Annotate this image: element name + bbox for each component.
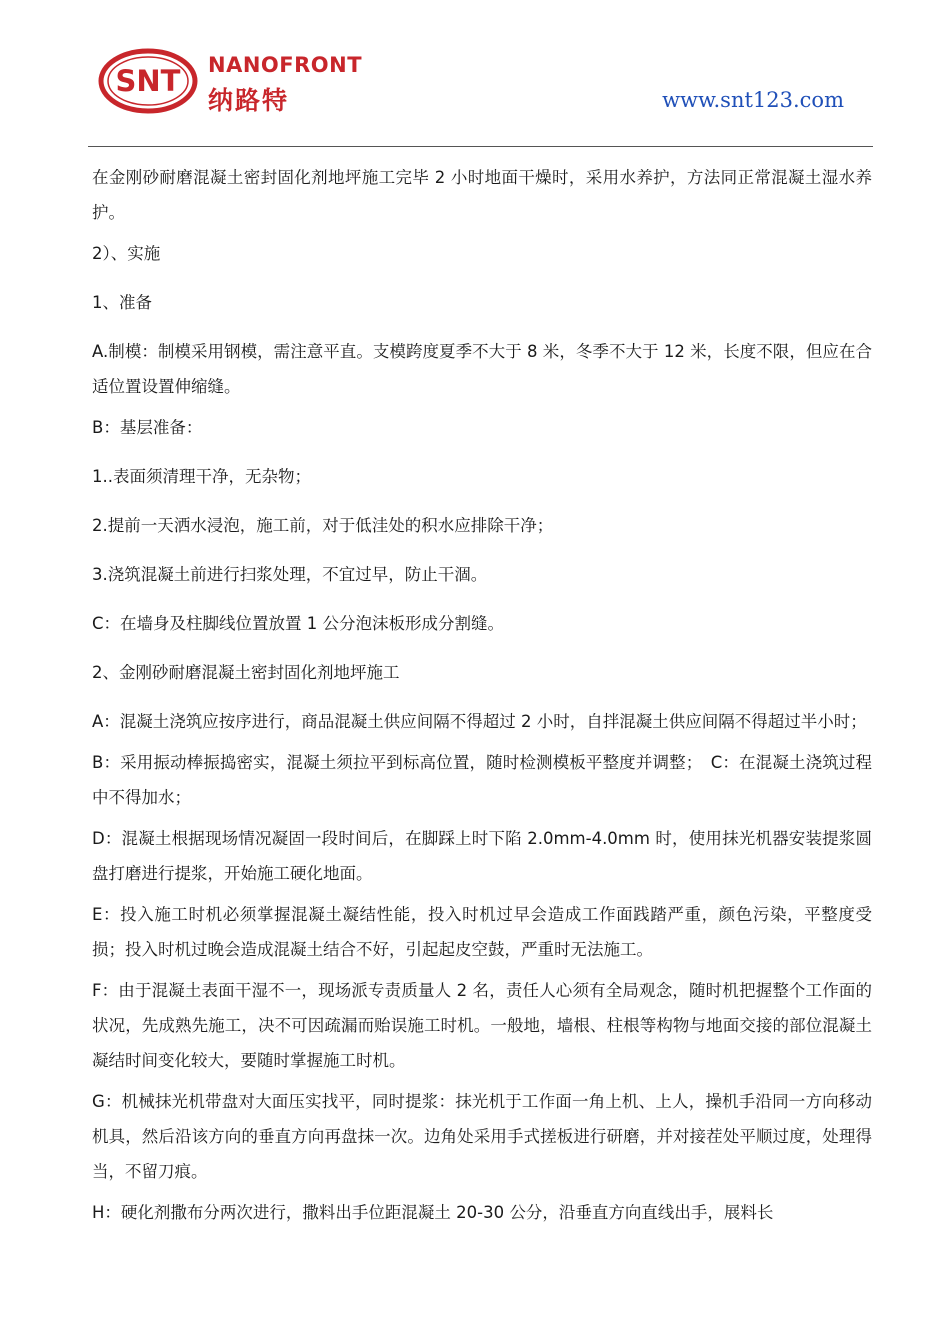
website-link[interactable]: www.snt123.com — [662, 88, 844, 112]
paragraph-step-g: G：机械抹光机带盘对大面压实找平，同时提浆：抹光机于工作面一角上机、上人，操机手沿同一方向移动机具，然后沿该方向的垂直方向再盘抹一次。边角处采用手式搓板进行研磨，并对接茬处平顺过度，处理得当，不留刀痕。 — [92, 1092, 872, 1181]
paragraph-step-e: E：投入施工时机必须掌握混凝土凝结性能，投入时机过早会造成工作面践踏严重，颜色污染，平整度受损；投入时机过晚会造成混凝土结合不好，引起起皮空鼓，严重时无法施工。 — [92, 905, 872, 959]
paragraph-step-h: H：硬化剂撒布分两次进行，撒料出手位距混凝土 20-30 公分，沿垂直方向直线出手，展料长 — [92, 1203, 774, 1222]
document-body — [92, 160, 872, 1230]
heading-floor-construction: 2、金刚砂耐磨混凝土密封固化剂地坪施工 — [92, 663, 400, 682]
header-divider — [88, 146, 873, 147]
paragraph-joints: C：在墙身及柱脚线位置放置 1 公分泡沫板形成分割缝。 — [92, 614, 505, 633]
paragraph-step-f: F：由于混凝土表面干湿不一，现场派专责质量人 2 名，责任人心须有全局观念，随时机把握整个工作面的状况，先成熟先施工，决不可因疏漏而贻误施工时机。一般地，墙根、柱根等构物与地面交接的部位混凝土凝结时间变化较大，要随时掌握施工时机。 — [92, 981, 872, 1070]
logo-letters: SNT — [115, 64, 181, 98]
heading-implementation: 2）、实施 — [92, 244, 161, 263]
company-logo — [98, 48, 368, 118]
list-item-soak: 2.提前一天洒水浸泡，施工前，对于低洼处的积水应排除干净； — [92, 516, 554, 535]
paragraph-step-a: A：混凝土浇筑应按序进行，商品混凝土供应间隔不得超过 2 小时，自拌混凝土供应间隔不得超过半小时； — [92, 712, 867, 731]
brand-name-cn: 纳路特 — [208, 86, 290, 115]
snt-logo-mark — [98, 48, 202, 114]
brand-name-en: NANOFRONT — [208, 53, 363, 77]
heading-base-preparation: B：基层准备： — [92, 418, 203, 437]
paragraph-formwork: A.制模：制模采用钢模，需注意平直。支模跨度夏季不大于 8 米，冬季不大于 12 米，长度不限，但应在合适位置设置伸缩缝。 — [92, 342, 872, 396]
paragraph-step-b-c: B：采用振动棒振捣密实，混凝土须拉平到标高位置，随时检测模板平整度并调整； C：在混凝土浇筑过程中不得加水； — [92, 753, 872, 807]
list-item-clean: 1..表面须清理干净，无杂物； — [92, 467, 311, 486]
paragraph-step-d: D：混凝土根据现场情况凝固一段时间后，在脚踩上时下陷 2.0mm-4.0mm 时，使用抹光机器安装提浆圆盘打磨进行提浆，开始施工硬化地面。 — [92, 829, 872, 883]
paragraph-curing: 在金刚砂耐磨混凝土密封固化剂地坪施工完毕 2 小时地面干燥时，采用水养护，方法同正常混凝土湿水养护。 — [92, 168, 872, 222]
page-header — [0, 0, 950, 150]
heading-preparation: 1、准备 — [92, 293, 152, 312]
list-item-slurry: 3.浇筑混凝土前进行扫浆处理，不宜过早，防止干涸。 — [92, 565, 488, 584]
